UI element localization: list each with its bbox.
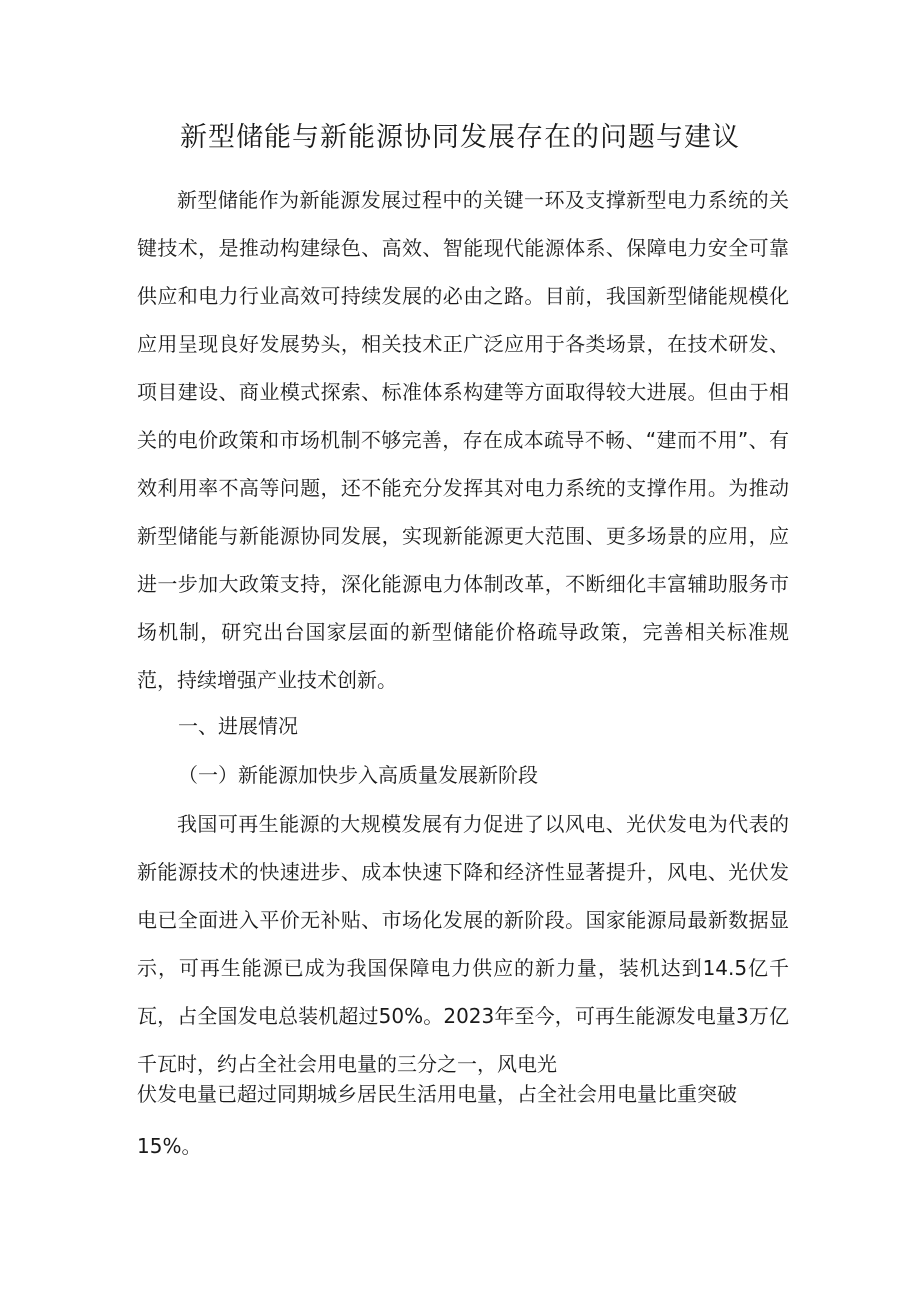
final-line: 15%。	[137, 1134, 202, 1158]
body-paragraph: 我国可再生能源的大规模发展有力促进了以风电、光伏发电为代表的新能源技术的快速进步、成本快速下降和经济性显著提升，风电、光伏发电已全面进入平价无补贴、市场化发展的新阶段。国家能源局最新数据显示，可再生能源已成为我国保障电力供应的新力量，装机达到14.5亿千瓦，占全国发电总装机超过50%。2023年至今，可再生能源发电量3万亿千瓦时，约占全社会用电量的三分之一，风电光	[137, 812, 789, 1076]
intro-paragraph: 新型储能作为新能源发展过程中的关键一环及支撑新型电力系统的关键技术，是推动构建绿色、高效、智能现代能源体系、保障电力安全可靠供应和电力行业高效可持续发展的必由之路。目前，我国新型储能规模化应用呈现良好发展势头，相关技术正广泛应用于各类场景，在技术研发、项目建设、商业模式探索、标准体系构建等方面取得较大进展。但由于相关的电价政策和市场机制不够完善，存在成本疏导不畅、“建而不用”、有效利用率不高等问题，还不能充分发挥其对电力系统的支撑作用。为推动新型储能与新能源协同发展，实现新能源更大范围、更多场景的应用，应进一步加大政策支持，深化能源电力体制改革，不断细化丰富辅助服务市场机制，研究出台国家层面的新型储能价格疏导政策，完善相关标准规范，持续增强产业技术创新。	[137, 188, 789, 692]
subsection-heading: （一）新能源加快步入高质量发展新阶段	[178, 763, 538, 787]
document-title: 新型储能与新能源协同发展存在的问题与建议	[180, 122, 740, 153]
section-heading: 一、进展情况	[178, 714, 298, 738]
continuation-line: 伏发电量已超过同期城乡居民生活用电量，占全社会用电量比重突破	[137, 1082, 737, 1106]
